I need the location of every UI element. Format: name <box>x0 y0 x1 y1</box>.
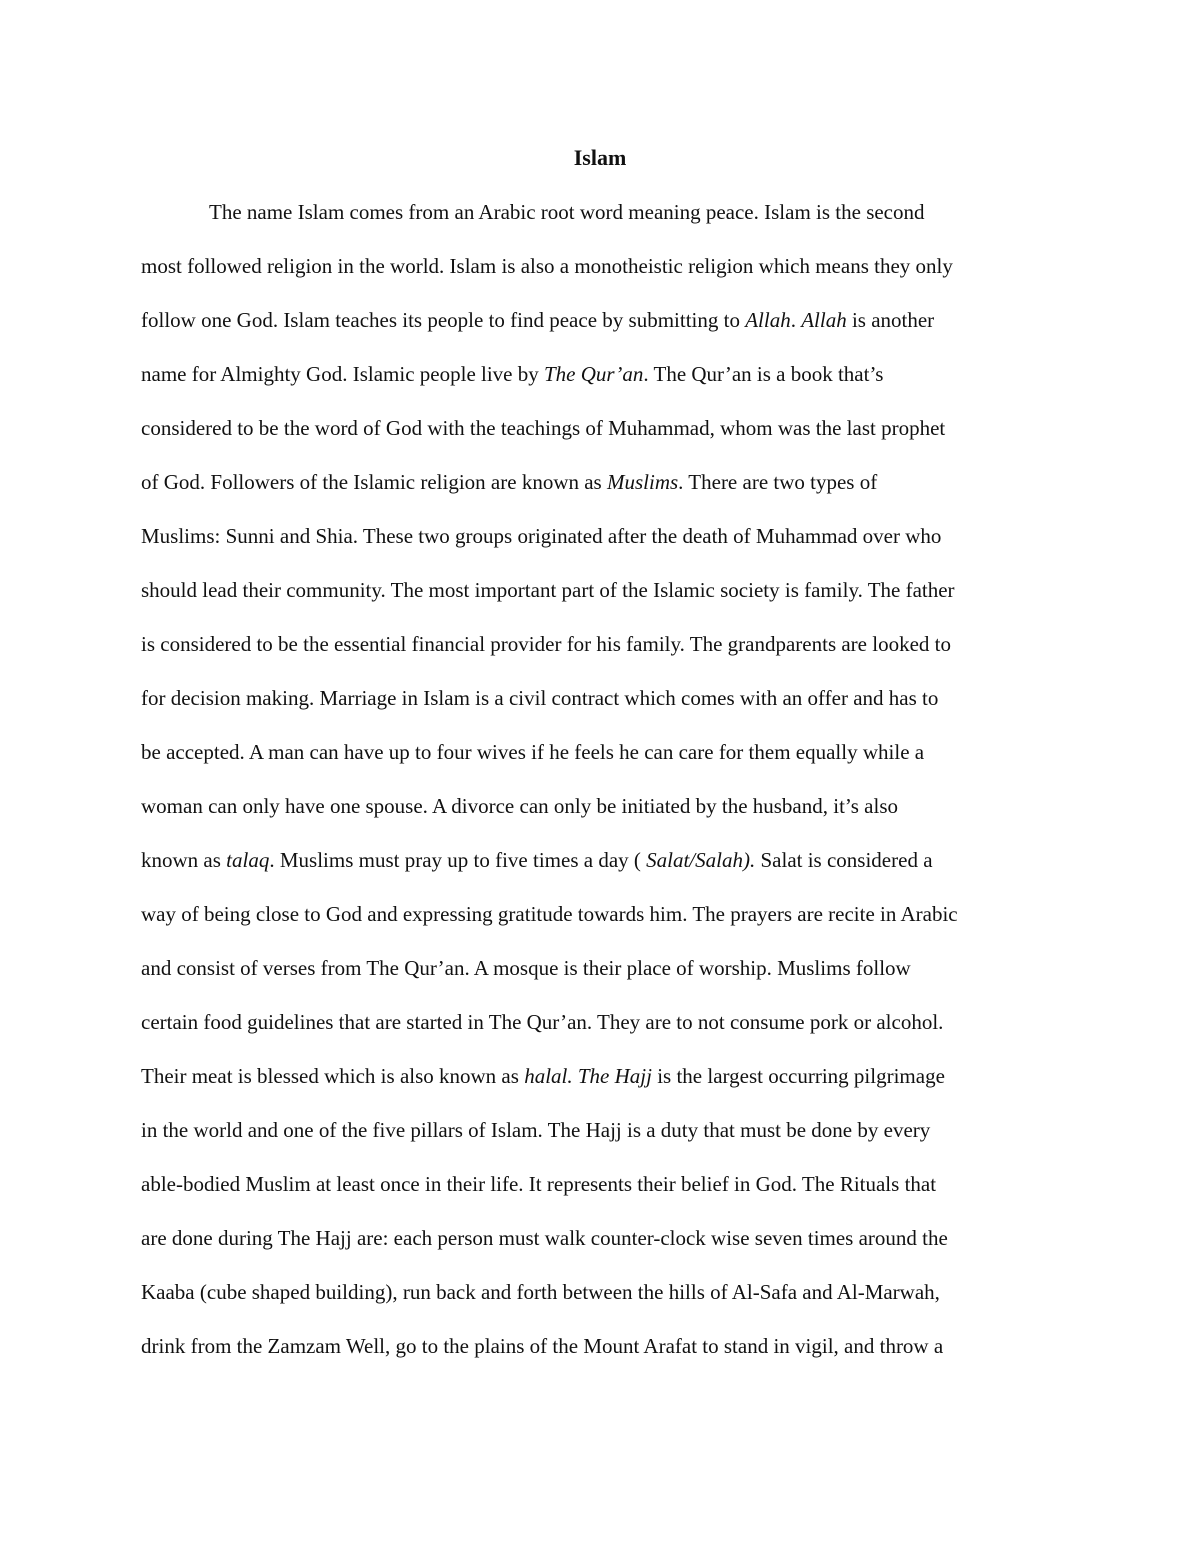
paragraph-line: way of being close to God and expressing gratitude towards him. The prayers are recite in Arabic <box>141 902 958 926</box>
paragraph-line: most followed religion in the world. Islam is also a monotheistic religion which means they only <box>141 254 953 278</box>
paragraph-line: Kaaba (cube shaped building), run back and forth between the hills of Al-Safa and Al-Marwah, <box>141 1280 940 1304</box>
paragraph-line: The name Islam comes from an Arabic root word meaning peace. Islam is the second <box>209 200 925 224</box>
paragraph-line: known as talaq. Muslims must pray up to five times a day ( Salat/Salah). Salat is considered a <box>141 848 933 872</box>
paragraph-line: are done during The Hajj are: each person must walk counter-clock wise seven times around the <box>141 1226 948 1250</box>
paragraph-line: of God. Followers of the Islamic religion are known as Muslims. There are two types of <box>141 470 878 494</box>
paragraph-line: is considered to be the essential financial provider for his family. The grandparents are looked to <box>141 632 951 656</box>
paragraph-line: should lead their community. The most important part of the Islamic society is family. The father <box>141 578 955 602</box>
paragraph-line: for decision making. Marriage in Islam is a civil contract which comes with an offer and has to <box>141 686 939 710</box>
document-title: Islam <box>573 145 627 170</box>
paragraph-line: name for Almighty God. Islamic people live by The Qur’an. The Qur’an is a book that’s <box>141 362 884 386</box>
paragraph-line: be accepted. A man can have up to four wives if he feels he can care for them equally while a <box>141 740 925 764</box>
paragraph-line: and consist of verses from The Qur’an. A mosque is their place of worship. Muslims follow <box>141 956 911 980</box>
paragraph-line: drink from the Zamzam Well, go to the plains of the Mount Arafat to stand in vigil, and throw a <box>141 1334 944 1358</box>
paragraph-line: follow one God. Islam teaches its people to find peace by submitting to Allah. Allah is another <box>141 308 935 332</box>
paragraph-line: Their meat is blessed which is also known as halal. The Hajj is the largest occurring pilgrimage <box>141 1064 945 1088</box>
paragraph-line: considered to be the word of God with the teachings of Muhammad, whom was the last prophet <box>141 416 946 440</box>
paragraph-line: Muslims: Sunni and Shia. These two groups originated after the death of Muhammad over who <box>141 524 942 548</box>
paragraph-line: able-bodied Muslim at least once in their life. It represents their belief in God. The Rituals that <box>141 1172 937 1196</box>
paragraph-line: woman can only have one spouse. A divorce can only be initiated by the husband, it’s also <box>141 794 899 818</box>
paragraph-line: in the world and one of the five pillars of Islam. The Hajj is a duty that must be done by every <box>141 1118 931 1142</box>
paragraph-line: certain food guidelines that are started in The Qur’an. They are to not consume pork or alcohol. <box>141 1010 944 1034</box>
